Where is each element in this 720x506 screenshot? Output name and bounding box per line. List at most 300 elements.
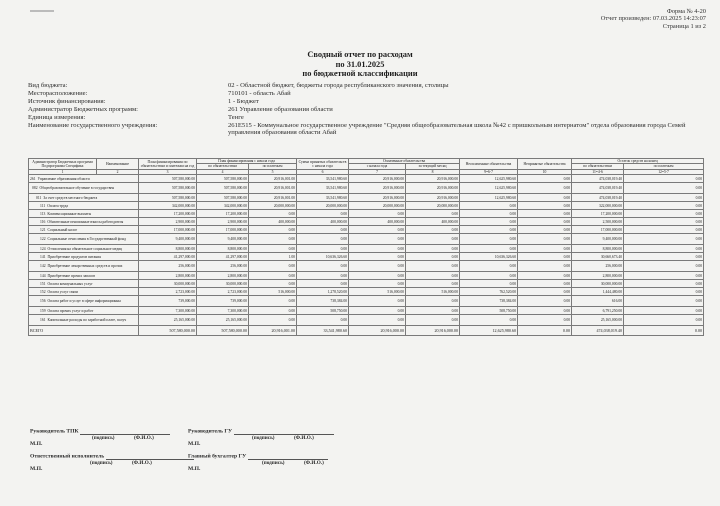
row-name: Приобретение прочих запасов — [47, 273, 96, 278]
row-code: 111 — [40, 203, 46, 208]
row-name: Оплата услуг связи — [47, 289, 78, 294]
cell-plan-pay: 0.00 — [249, 261, 297, 272]
cell-accepted: 33,541,980.60 — [297, 175, 349, 183]
row-name: Обязательные пенсионные взносы работодателя — [47, 219, 124, 224]
cell-paid-start: 0.00 — [349, 261, 406, 272]
row-label — [29, 226, 139, 234]
column-number: 2 — [97, 169, 139, 174]
cell-accepted: 0.00 — [297, 272, 349, 280]
table-row — [29, 253, 704, 261]
cell-plan-pay: 20,916,001.00 — [249, 175, 297, 183]
column-number: 7 — [349, 169, 406, 174]
meta-row — [28, 90, 688, 98]
row-label — [29, 307, 139, 315]
cell-paid-start: 0.00 — [349, 280, 406, 288]
col-paid: Оплаченные обязательства — [349, 159, 460, 164]
cell-plan: 17,000,000.00 — [139, 226, 197, 234]
cell-rem-pay: 0.00 — [624, 280, 704, 288]
row-label — [29, 175, 139, 183]
cell-plan-obl: 30,000,000.00 — [197, 280, 249, 288]
cell-rem-pay: 0.00 — [624, 261, 704, 272]
cell-plan: 342,000,000.00 — [139, 202, 197, 210]
cell-unpaid: 0.00 — [460, 234, 518, 245]
cell-plan: 507,580,000.00 — [139, 194, 197, 202]
row-code: 124 — [40, 246, 46, 251]
cell-paid-start: 20,916,000.00 — [349, 183, 406, 194]
cell-rem-pay: 0.00 — [624, 272, 704, 280]
cell-paid-month: 0.00 — [406, 296, 460, 307]
cell-plan-obl: 41,297,000.00 — [197, 253, 249, 261]
cell-plan-obl: 256,000.00 — [197, 261, 249, 272]
cell-paid-month: 0.00 — [406, 280, 460, 288]
row-label — [29, 315, 139, 326]
row-name: Приобретение лекарственных средств и прочих — [47, 264, 123, 269]
meta-label: Вид бюджета: — [28, 82, 68, 89]
cell-rem-obl: 2,800,000.00 — [572, 272, 624, 280]
row-name: Социальные отчисления в Государственный фонд — [47, 237, 126, 242]
row-code: 141 — [40, 254, 46, 259]
cell-unpaid: 0.00 — [460, 202, 518, 210]
cell-plan-pay: 0.00 — [249, 226, 297, 234]
cell-rem-obl: 17,000,000.00 — [572, 226, 624, 234]
report-header-info — [601, 8, 706, 30]
cell-paid-month: 0.00 — [406, 253, 460, 261]
cell-plan-pay: 1.00 — [249, 253, 297, 261]
table-row — [29, 183, 704, 194]
cell-plan-obl: 342,000,000.00 — [197, 202, 249, 210]
cell-unaccepted: 0.00 — [518, 202, 572, 210]
signature-responsible: Ответственный исполнитель (подпись) (Ф.И.О.) М.П. — [30, 453, 194, 473]
table-row — [29, 261, 704, 272]
cell-plan-obl: 2,900,000.00 — [197, 218, 249, 226]
cell-plan-pay: 0.00 — [249, 210, 297, 218]
total-row — [29, 326, 704, 336]
cell-unaccepted: 0.00 — [518, 183, 572, 194]
table-row — [29, 175, 704, 183]
cell-plan: 8,800,000.00 — [139, 245, 197, 253]
cell-plan-obl: 17,200,000.00 — [197, 210, 249, 218]
meta-label: Месторасположение: — [28, 89, 88, 97]
signature-chief-accountant: Главный бухгалтер ГУ (подпись) (Ф.И.О.) М.П. — [188, 453, 328, 473]
cell-unaccepted: 0.00 — [518, 253, 572, 261]
cell-paid-start: 0.00 — [349, 234, 406, 245]
col-plan-obl: по обязательствам — [197, 164, 249, 169]
cell-unpaid: 12,625,980.60 — [460, 183, 518, 194]
cell-accepted: 0.00 — [297, 261, 349, 272]
col-rem-obl: по обязательствам — [572, 164, 624, 169]
cell-paid-start: 0.00 — [349, 272, 406, 280]
total-plan-pay: 20,916,001.00 — [249, 326, 297, 336]
cell-paid-month: 0.00 — [406, 261, 460, 272]
column-number: 11=4-6 — [572, 169, 624, 174]
row-label — [29, 296, 139, 307]
row-name: Приобретение продуктов питания — [47, 254, 101, 259]
total-unpaid: 12,625,980.60 — [460, 326, 518, 336]
cell-unaccepted: 0.00 — [518, 234, 572, 245]
cell-paid-start: 0.00 — [349, 307, 406, 315]
row-name: Оплата коммунальных услуг — [47, 281, 93, 286]
row-name: Компенсационные выплаты — [47, 211, 92, 216]
column-number: 1 — [29, 169, 97, 174]
cell-plan-pay: 0.00 — [249, 234, 297, 245]
cell-paid-month: 0.00 — [406, 315, 460, 326]
cell-unaccepted: 0.00 — [518, 194, 572, 202]
meta-row — [28, 106, 688, 114]
cell-paid-start: 0.00 — [349, 315, 406, 326]
cell-plan: 507,580,000.00 — [139, 175, 197, 183]
meta-label: Администратор Бюджетных программ: — [28, 105, 138, 113]
meta-row — [28, 98, 688, 106]
row-name: Оплата труда — [47, 203, 69, 208]
cell-paid-start: 516,000.00 — [349, 288, 406, 296]
cell-rem-pay: 0.00 — [624, 175, 704, 183]
cell-rem-obl: 2,500,000.00 — [572, 218, 624, 226]
cell-rem-pay: 0.00 — [624, 307, 704, 315]
cell-unpaid: 12,625,980.60 — [460, 175, 518, 183]
cell-rem-pay: 0.00 — [624, 245, 704, 253]
report-meta — [28, 82, 688, 137]
cell-unaccepted: 0.00 — [518, 288, 572, 296]
cell-paid-month: 0.00 — [406, 210, 460, 218]
column-number: 3 — [139, 169, 197, 174]
total-rem-pay: 0.00 — [624, 326, 704, 336]
col-plan-period: План финансирования с начала года — [197, 159, 297, 164]
cell-plan: 9,400,000.00 — [139, 234, 197, 245]
col-unpaid: Неоплаченные обязательства — [460, 159, 518, 170]
row-label — [29, 280, 139, 288]
column-number: 10 — [518, 169, 572, 174]
cell-plan: 7,300,000.00 — [139, 307, 197, 315]
cell-accepted: 0.00 — [297, 315, 349, 326]
cell-plan-obl: 507,580,000.00 — [197, 194, 249, 202]
cell-accepted: 0.00 — [297, 245, 349, 253]
cell-rem-obl: 9,400,000.00 — [572, 234, 624, 245]
cell-plan-pay: 0.00 — [249, 245, 297, 253]
table-row — [29, 315, 704, 326]
cell-plan: 739,000.00 — [139, 296, 197, 307]
row-code: 113 — [40, 211, 46, 216]
cell-plan-pay: 20,916,001.00 — [249, 194, 297, 202]
row-label — [29, 234, 139, 245]
cell-unpaid: 508,750.00 — [460, 307, 518, 315]
cell-rem-obl: 322,000,000.00 — [572, 202, 624, 210]
cell-accepted: 33,541,980.60 — [297, 194, 349, 202]
row-name: Капитальные расходы по заработной плате, получ — [47, 318, 127, 323]
cell-unaccepted: 0.00 — [518, 261, 572, 272]
cell-unaccepted: 0.00 — [518, 296, 572, 307]
cell-paid-start: 20,916,000.00 — [349, 175, 406, 183]
cell-plan: 17,200,000.00 — [139, 210, 197, 218]
cell-accepted: 10,636,326.60 — [297, 253, 349, 261]
cell-rem-obl: 8,800,000.00 — [572, 245, 624, 253]
scan-mark — [30, 10, 54, 12]
cell-rem-pay: 0.00 — [624, 315, 704, 326]
cell-paid-month: 20,000,000.00 — [406, 202, 460, 210]
cell-accepted: 738,384.00 — [297, 296, 349, 307]
row-name: Общеобразовательное обучение в государствен — [39, 186, 115, 191]
col-plan: План финансирования по обязательствам и платежам на год — [139, 159, 197, 170]
cell-rem-pay: 0.00 — [624, 183, 704, 194]
cell-paid-start: 0.00 — [349, 245, 406, 253]
table-row — [29, 226, 704, 234]
cell-plan-obl: 9,400,000.00 — [197, 234, 249, 245]
meta-value: 261Е515 - Коммунальное государственное учреждение "Средняя общеобразовательная школа №42 с пришкольным интернатом" отдела образования города Семей управления образования области Абай — [228, 121, 686, 137]
report-title: Сводный отчет по расходам по 31.01.2025 по бюджетной классификации — [302, 50, 418, 79]
cell-accepted: 508,750.00 — [297, 307, 349, 315]
cell-plan: 2,900,000.00 — [139, 218, 197, 226]
table-row — [29, 218, 704, 226]
row-code: 151 — [40, 281, 46, 286]
cell-plan-obl: 2,723,000.00 — [197, 288, 249, 296]
col-remaining: Остаток средств на конец — [572, 159, 704, 164]
cell-unaccepted: 0.00 — [518, 272, 572, 280]
cell-paid-month: 0.00 — [406, 245, 460, 253]
table-row — [29, 296, 704, 307]
cell-unpaid: 12,625,980.60 — [460, 194, 518, 202]
column-number: 6 — [297, 169, 349, 174]
meta-row — [28, 114, 688, 122]
meta-value: 1 - Бюджет — [228, 97, 259, 105]
total-paid-month: 20,916,000.00 — [406, 326, 460, 336]
cell-unaccepted: 0.00 — [518, 315, 572, 326]
cell-unaccepted: 0.00 — [518, 226, 572, 234]
cell-rem-obl: 474,038,019.40 — [572, 194, 624, 202]
cell-paid-month: 20,916,000.00 — [406, 175, 460, 183]
cell-rem-obl: 6,791,250.00 — [572, 307, 624, 315]
cell-unpaid: 738,384.00 — [460, 296, 518, 307]
cell-plan-obl: 25,165,000.00 — [197, 315, 249, 326]
table-row — [29, 288, 704, 296]
cell-rem-pay: 0.00 — [624, 296, 704, 307]
row-code: 142 — [40, 264, 46, 269]
total-unaccepted: 0.00 — [518, 326, 572, 336]
total-plan-obl: 507,580,000.00 — [197, 326, 249, 336]
row-name: Отчисления на обязательное социальное медиц — [47, 246, 123, 251]
cell-unaccepted: 0.00 — [518, 210, 572, 218]
cell-rem-pay: 0.00 — [624, 288, 704, 296]
signature-head-tpk: Руководитель ТПК (подпись) (Ф.И.О.) М.П. — [30, 428, 170, 448]
cell-unaccepted: 0.00 — [518, 280, 572, 288]
cell-paid-month: 20,916,000.00 — [406, 194, 460, 202]
cell-rem-pay: 0.00 — [624, 226, 704, 234]
cell-plan-pay: 0.00 — [249, 315, 297, 326]
cell-unpaid: 0.00 — [460, 272, 518, 280]
cell-paid-month: 516,000.00 — [406, 288, 460, 296]
row-name: Социальный налог — [47, 227, 78, 232]
column-number: 12=5-7 — [624, 169, 704, 174]
cell-rem-obl: 17,200,000.00 — [572, 210, 624, 218]
cell-rem-obl: 30,660,673.40 — [572, 253, 624, 261]
meta-label: Наименование государственного учреждения: — [28, 121, 158, 129]
cell-rem-pay: 0.00 — [624, 194, 704, 202]
row-label — [29, 210, 139, 218]
row-code: 144 — [40, 273, 46, 278]
cell-rem-obl: 30,000,000.00 — [572, 280, 624, 288]
form-number: Форма № 4-20 — [666, 8, 706, 15]
cell-paid-month: 0.00 — [406, 272, 460, 280]
cell-unpaid: 0.00 — [460, 315, 518, 326]
meta-value: 02 - Областной бюджет, бюджеты города республиканского значения, столицы — [228, 82, 449, 89]
cell-unpaid: 762,520.00 — [460, 288, 518, 296]
row-code: 161 — [40, 318, 46, 323]
meta-label: Единица измерения: — [28, 113, 86, 121]
cell-accepted: 0.00 — [297, 280, 349, 288]
cell-plan: 507,580,000.00 — [139, 183, 197, 194]
cell-rem-obl: 256,000.00 — [572, 261, 624, 272]
cell-paid-month: 0.00 — [406, 234, 460, 245]
cell-paid-start: 20,000,000.00 — [349, 202, 406, 210]
cell-unpaid: 0.00 — [460, 218, 518, 226]
cell-plan-obl: 507,580,000.00 — [197, 183, 249, 194]
cell-plan-obl: 507,580,000.00 — [197, 175, 249, 183]
table-row — [29, 272, 704, 280]
meta-row — [28, 122, 688, 138]
table-row — [29, 234, 704, 245]
row-label — [29, 202, 139, 210]
cell-paid-start: 0.00 — [349, 253, 406, 261]
row-code: 011 — [36, 195, 42, 200]
cell-paid-start: 20,916,000.00 — [349, 194, 406, 202]
cell-unpaid: 10,636,326.60 — [460, 253, 518, 261]
cell-rem-obl: 616.00 — [572, 296, 624, 307]
row-name: За счет средств местного бюджета — [43, 195, 98, 200]
cell-plan-pay: 0.00 — [249, 307, 297, 315]
cell-plan: 25,165,000.00 — [139, 315, 197, 326]
row-code: 116 — [40, 219, 46, 224]
meta-label: Источник финансирования: — [28, 97, 106, 105]
cell-plan: 2,800,000.00 — [139, 272, 197, 280]
row-label — [29, 218, 139, 226]
row-code: 156 — [40, 299, 46, 304]
cell-plan-pay: 0.00 — [249, 296, 297, 307]
cell-unaccepted: 0.00 — [518, 245, 572, 253]
cell-rem-pay: 0.00 — [624, 253, 704, 261]
col-rem-pay: по платежам — [624, 164, 704, 169]
col-paid-start: с начала года — [349, 164, 406, 169]
row-label — [29, 194, 139, 202]
row-label — [29, 261, 139, 272]
cell-unpaid: 0.00 — [460, 210, 518, 218]
row-code: 122 — [40, 237, 46, 242]
cell-plan-pay: 0.00 — [249, 272, 297, 280]
col-name: Наименование — [97, 159, 139, 170]
col-accepted: Сумма принятых обязательств с начала года — [297, 159, 349, 170]
row-label — [29, 183, 139, 194]
cell-plan-pay: 400,000.00 — [249, 218, 297, 226]
row-label — [29, 272, 139, 280]
cell-rem-pay: 0.00 — [624, 234, 704, 245]
cell-accepted: 0.00 — [297, 234, 349, 245]
cell-paid-start: 0.00 — [349, 226, 406, 234]
column-number: 5 — [249, 169, 297, 174]
cell-plan-pay: 20,000,000.00 — [249, 202, 297, 210]
cell-rem-obl: 25,165,000.00 — [572, 315, 624, 326]
cell-plan: 256,000.00 — [139, 261, 197, 272]
table-row — [29, 202, 704, 210]
cell-accepted: 0.00 — [297, 210, 349, 218]
total-rem-obl: 474,038,019.40 — [572, 326, 624, 336]
row-name: Управление образования области — [37, 176, 90, 181]
table-row — [29, 307, 704, 315]
cell-paid-month: 20,916,000.00 — [406, 183, 460, 194]
cell-unpaid: 0.00 — [460, 245, 518, 253]
produced-date: Отчет произведен: 07.03.2025 14:23:07 — [600, 15, 706, 23]
column-number: 9=6-7 — [460, 169, 518, 174]
cell-rem-pay: 0.00 — [624, 218, 704, 226]
row-label — [29, 253, 139, 261]
cell-plan: 30,000,000.00 — [139, 280, 197, 288]
cell-plan-pay: 0.00 — [249, 280, 297, 288]
cell-accepted: 1,278,520.00 — [297, 288, 349, 296]
table-row — [29, 210, 704, 218]
row-label — [29, 288, 139, 296]
cell-unaccepted: 0.00 — [518, 218, 572, 226]
table-row — [29, 194, 704, 202]
row-code: 082 — [32, 186, 38, 191]
meta-value: 261 Управление образования области — [228, 105, 333, 113]
cell-paid-month: 0.00 — [406, 226, 460, 234]
meta-value: Тенге — [228, 113, 244, 121]
cell-unpaid: 0.00 — [460, 280, 518, 288]
cell-rem-pay: 0.00 — [624, 202, 704, 210]
col-plan-pay: по платежам — [249, 164, 297, 169]
cell-unpaid: 0.00 — [460, 261, 518, 272]
cell-plan-pay: 516,000.00 — [249, 288, 297, 296]
col-unaccepted: Непринятые обязательства — [518, 159, 572, 170]
total-plan: 507,580,000.00 — [139, 326, 197, 336]
row-code: 152 — [40, 289, 46, 294]
meta-row — [28, 82, 688, 90]
cell-plan-obl: 739,000.00 — [197, 296, 249, 307]
meta-value: 710101 - область Абай — [228, 89, 291, 97]
cell-rem-obl: 474,038,019.40 — [572, 175, 624, 183]
cell-plan-obl: 7,300,000.00 — [197, 307, 249, 315]
table-row — [29, 280, 704, 288]
table-row — [29, 245, 704, 253]
column-number: 4 — [197, 169, 249, 174]
cell-unaccepted: 0.00 — [518, 307, 572, 315]
total-accepted: 33,541,980.60 — [297, 326, 349, 336]
row-label — [29, 245, 139, 253]
row-code: 261 — [30, 176, 36, 181]
cell-paid-month: 400,000.00 — [406, 218, 460, 226]
cell-paid-start: 0.00 — [349, 296, 406, 307]
cell-paid-start: 400,000.00 — [349, 218, 406, 226]
signature-head-gu: Руководитель ГУ (подпись) (Ф.И.О.) М.П. — [188, 428, 334, 448]
expense-table — [28, 158, 704, 336]
cell-paid-month: 0.00 — [406, 307, 460, 315]
cell-plan: 2,723,000.00 — [139, 288, 197, 296]
total-label: ВСЕГО — [29, 326, 139, 336]
cell-unaccepted: 0.00 — [518, 175, 572, 183]
page-number: Страница 1 из 2 — [662, 22, 706, 30]
row-code: 159 — [40, 308, 46, 313]
cell-plan-obl: 2,800,000.00 — [197, 272, 249, 280]
col-paid-month: за текущий месяц — [406, 164, 460, 169]
cell-rem-obl: 1,444,480.00 — [572, 288, 624, 296]
column-number: 8 — [406, 169, 460, 174]
cell-rem-obl: 474,038,019.40 — [572, 183, 624, 194]
total-paid-start: 20,916,000.00 — [349, 326, 406, 336]
row-code: 121 — [40, 227, 46, 232]
cell-accepted: 20,000,000.00 — [297, 202, 349, 210]
row-name: Оплата работ и услуг в сфере информационны — [47, 299, 121, 304]
cell-rem-pay: 0.00 — [624, 210, 704, 218]
cell-accepted: 0.00 — [297, 226, 349, 234]
cell-paid-start: 0.00 — [349, 210, 406, 218]
cell-accepted: 400,000.00 — [297, 218, 349, 226]
row-name: Оплата прочих услуг и работ — [47, 308, 94, 313]
